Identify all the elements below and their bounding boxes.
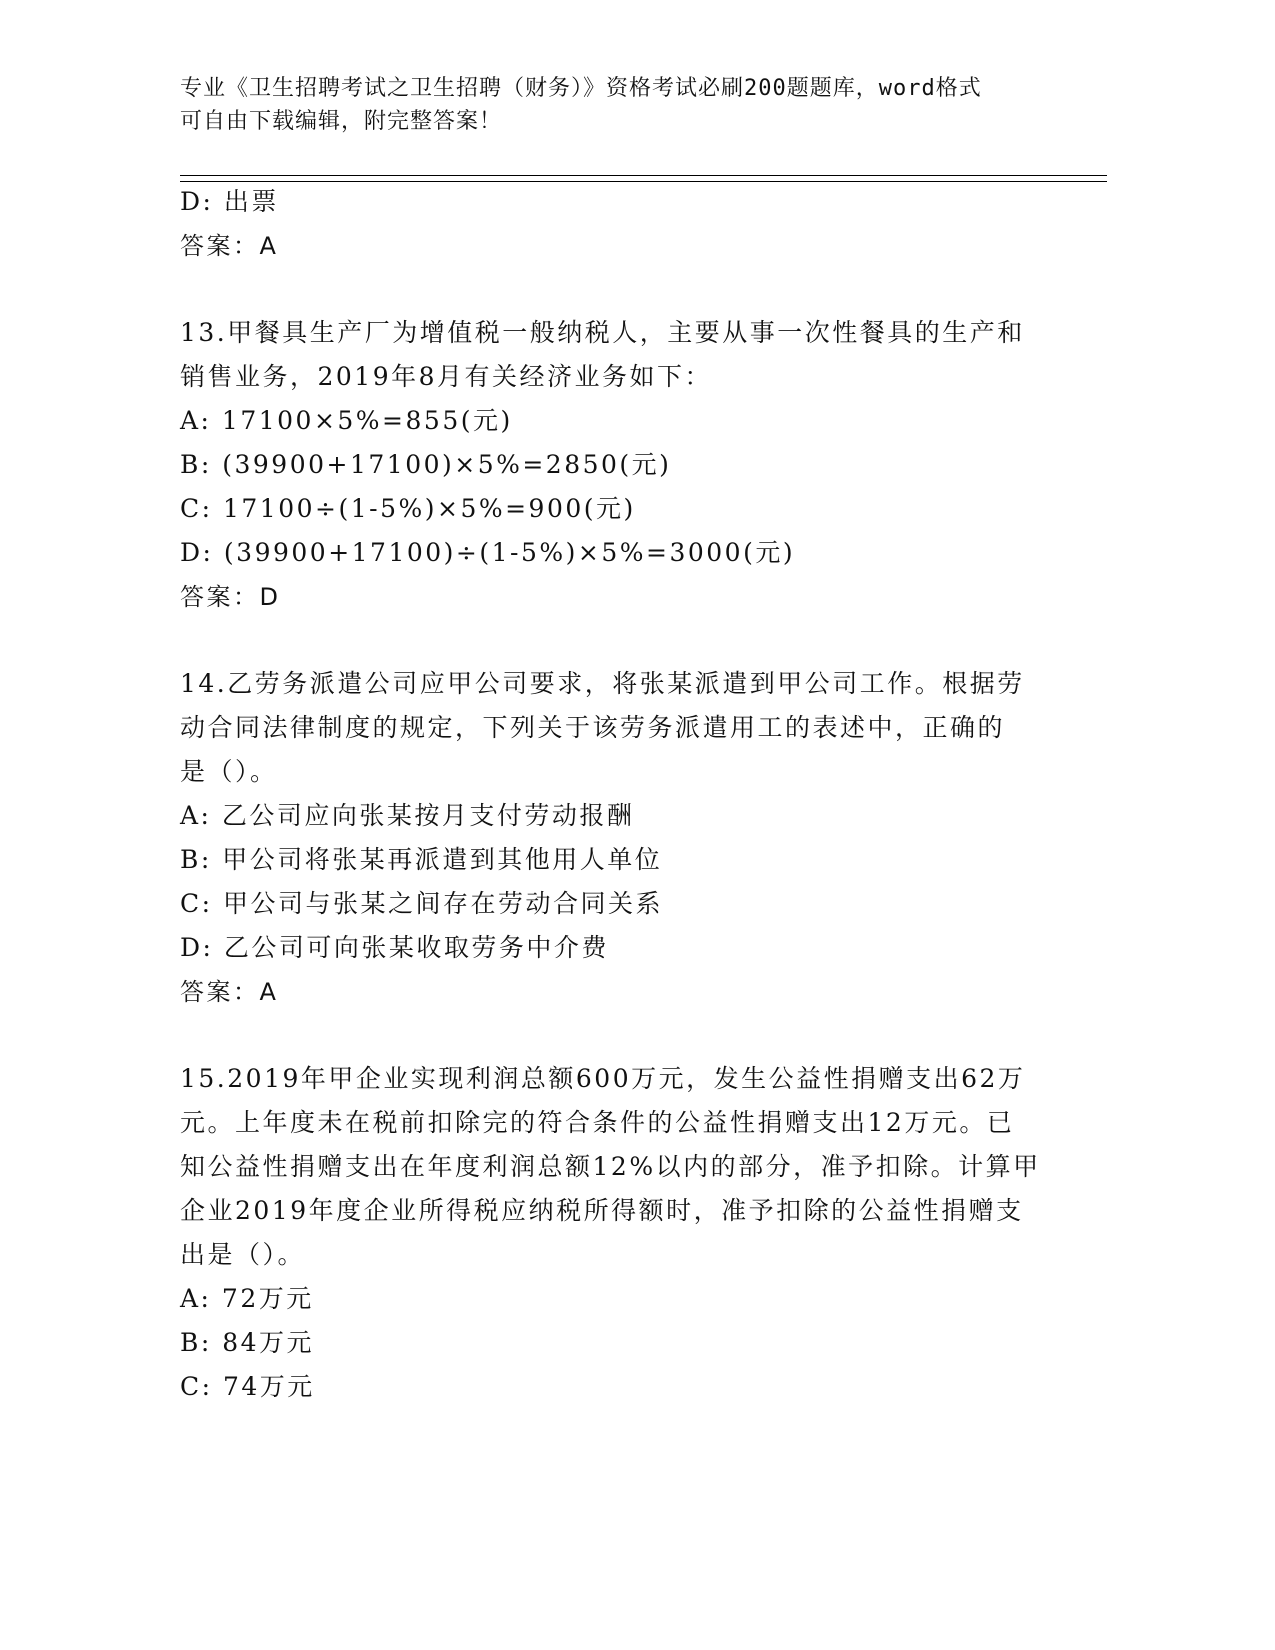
question-13-stem-line: 销售业务，2019年8月有关经济业务如下： (180, 362, 713, 391)
question-15-option-c: C: 74万元 (180, 1372, 315, 1401)
document-body (180, 180, 1060, 1409)
question-14-stem-line: 14.乙劳务派遣公司应甲公司要求，将张某派遣到甲公司工作。根据劳 (180, 669, 1025, 698)
question-15-stem-line: 出是（）。 (180, 1240, 306, 1269)
question-15-option-b: B: 84万元 (180, 1328, 315, 1357)
question-15-stem-line: 元。上年度未在税前扣除完的符合条件的公益性捐赠支出12万元。已 (180, 1108, 1015, 1137)
question-14-option-a: A: 乙公司应向张某按月支付劳动报酬 (180, 801, 635, 830)
question-15-stem-line: 知公益性捐赠支出在年度利润总额12%以内的部分，准予扣除。计算甲 (180, 1152, 1041, 1181)
spacer (180, 1014, 1060, 1057)
question-14-option-b: B: 甲公司将张某再派遣到其他用人单位 (180, 845, 663, 874)
spacer (180, 268, 1060, 311)
question-15-option-a: A: 72万元 (180, 1284, 314, 1313)
question-13-stem-line: 13.甲餐具生产厂为增值税一般纳税人，主要从事一次性餐具的生产和 (180, 318, 1025, 347)
question-14-option-d: D: 乙公司可向张某收取劳务中介费 (180, 933, 609, 962)
question-14-stem-line: 是（）。 (180, 757, 278, 786)
question-15-stem-line: 15.2019年甲企业实现利润总额600万元，发生公益性捐赠支出62万 (180, 1064, 1026, 1093)
question-15 (180, 1057, 1060, 1409)
prev-option-d: D: 出票 (180, 187, 279, 216)
question-15-stem-line: 企业2019年度企业所得税应纳税所得额时，准予扣除的公益性捐赠支 (180, 1196, 1024, 1225)
question-13-option-a: A: 17100×5%=855(元) (180, 406, 513, 435)
header-line-1: 专业《卫生招聘考试之卫生招聘（财务）》资格考试必刷200题题库，word格式 (180, 76, 982, 101)
question-14-answer: 答案：A (180, 978, 279, 1006)
question-13-option-d: D: (39900+17100)÷(1-5%)×5%=3000(元) (180, 538, 796, 567)
prev-answer: 答案：A (180, 232, 279, 260)
document-header (180, 72, 1060, 138)
question-13-option-c: C: 17100÷(1-5%)×5%=900(元) (180, 494, 636, 523)
question-14 (180, 662, 1060, 1014)
spacer (180, 619, 1060, 662)
question-13-answer: 答案：D (180, 583, 281, 611)
question-13 (180, 311, 1060, 619)
question-14-option-c: C: 甲公司与张某之间存在劳动合同关系 (180, 889, 663, 918)
header-line-2: 可自由下载编辑，附完整答案！ (180, 109, 503, 134)
question-14-stem-line: 动合同法律制度的规定，下列关于该劳务派遣用工的表述中，正确的 (180, 713, 1006, 742)
question-13-option-b: B: (39900+17100)×5%=2850(元) (180, 450, 672, 479)
header-rule-top (180, 175, 1107, 176)
